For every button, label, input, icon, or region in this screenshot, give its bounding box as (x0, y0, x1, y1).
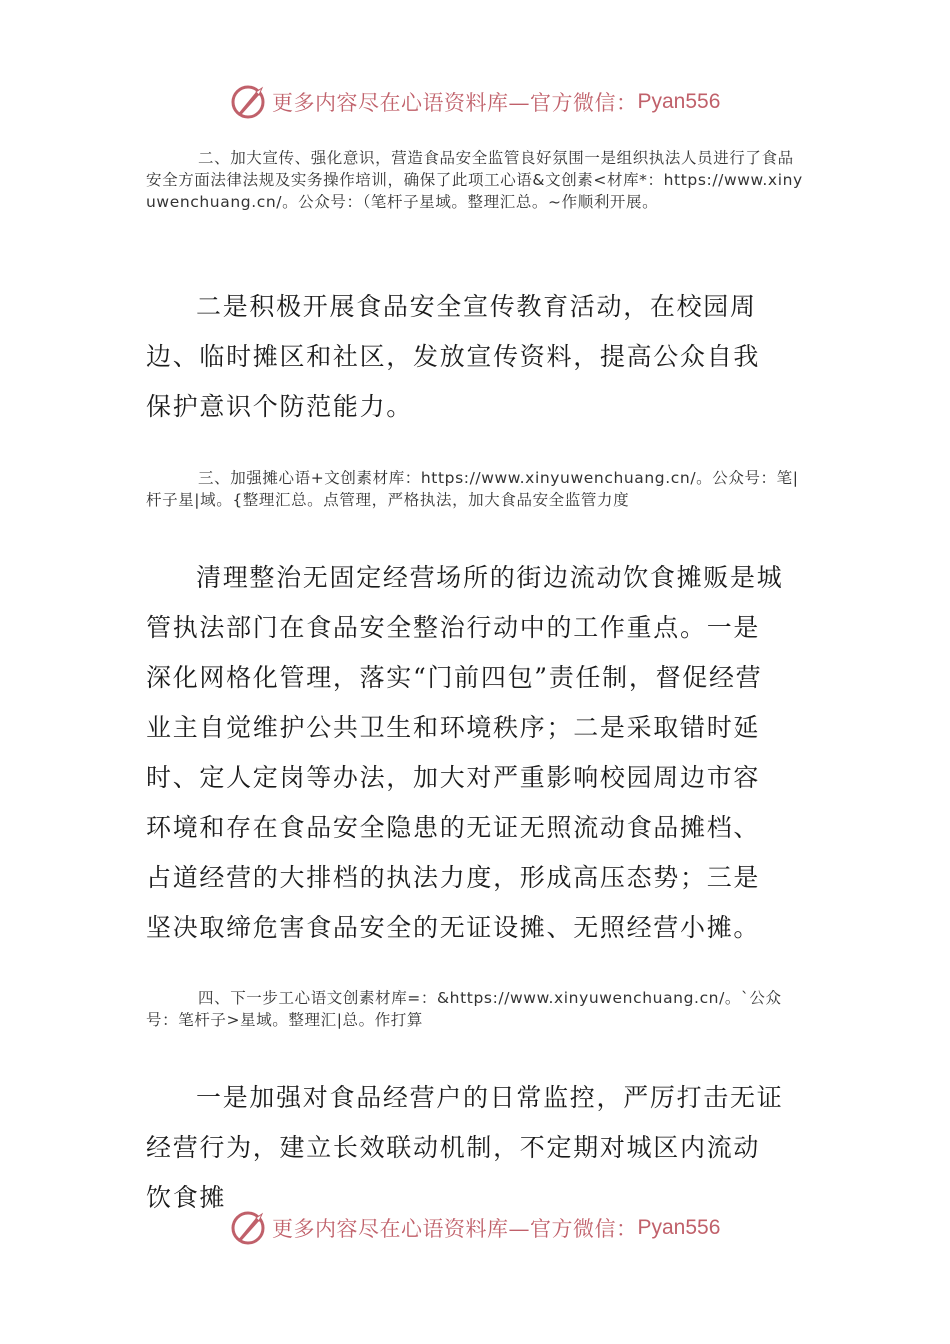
quill-logo-icon (230, 1210, 266, 1246)
banner-text: 更多内容尽在心语资料库—官方微信： (272, 91, 638, 115)
header-banner (230, 82, 720, 122)
banner-text: 更多内容尽在心语资料库—官方微信： (272, 1217, 638, 1241)
banner-wechat-id: Pyan556 (637, 1216, 721, 1239)
quill-logo-icon (230, 84, 266, 120)
paragraph-2-heading: 二、加大宣传、强化意识，营造食品安全监管良好氛围一是组织执法人员进行了食品安全方面法律法规及实务操作培训，确保了此项工心语&文创素<材库*：https://www.xinyuwenchuang.cn/。公众号：（笔杆子星域。整理汇总。~作顺利开展。 (146, 149, 803, 211)
paragraph-3-heading: 三、加强摊心语+文创素材库：https://www.xinyuwenchuang.cn/。公众号：笔|杆子星|域。{整理汇总。点管理，严格执法，加大食品安全监管力度 (146, 469, 799, 509)
paragraph-publicity: 二是积极开展食品安全宣传教育活动，在校园周边、临时摊区和社区，发放宣传资料，提高公众自我保护意识个防范能力。 (146, 292, 761, 421)
banner-wechat-id: Pyan556 (637, 90, 721, 113)
paragraph-4-heading: 四、下一步工心语文创素材库=：&https://www.xinyuwenchuang.cn/。`公众号：笔杆子>星域。整理汇|总。作打算 (146, 989, 782, 1029)
footer-banner (230, 1208, 720, 1248)
paragraph-next-steps: 一是加强对食品经营户的日常监控，严厉打击无证经营行为，建立长效联动机制，不定期对城区内流动饮食摊 (146, 1083, 784, 1212)
paragraph-street-vendors: 清理整治无固定经营场所的街边流动饮食摊贩是城管执法部门在食品安全整治行动中的工作重点。一是深化网格化管理，落实“门前四包”责任制，督促经营业主自觉维护公共卫生和环境秩序；二是采取错时延时、定人定岗等办法，加大对严重影响校园周边市容环境和存在食品安全隐患的无证无照流动食品摊档、占道经营的大排档的执法力度，形成高压态势；三是坚决取缔危害食品安全的无证设摊、无照经营小摊。 (146, 563, 784, 942)
